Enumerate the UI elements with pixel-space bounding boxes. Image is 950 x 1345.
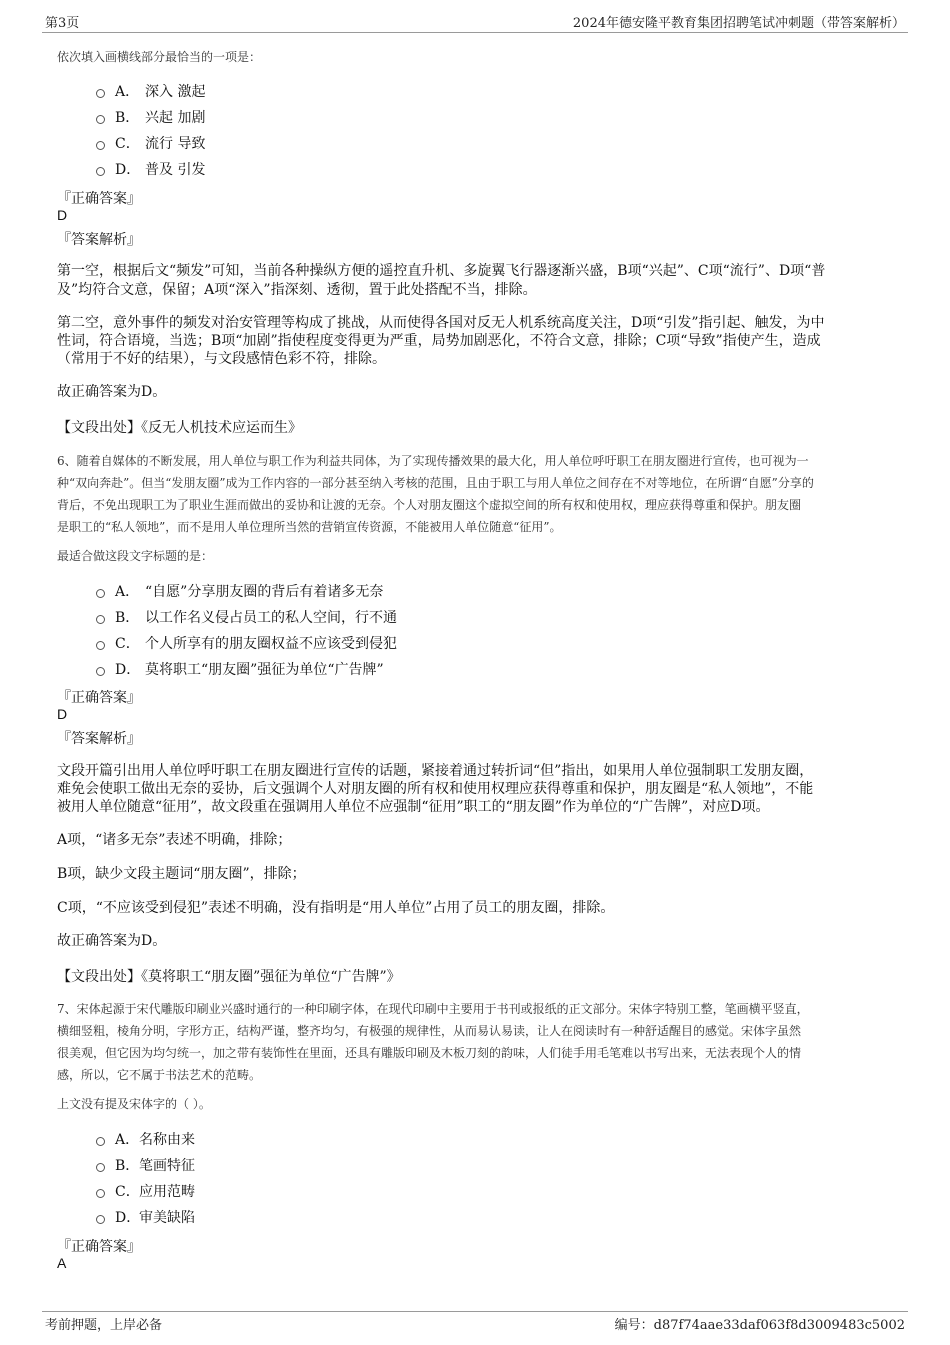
option-text: 审美缺陷 (139, 1210, 195, 1226)
option-text: 兴起 加剧 (145, 110, 206, 126)
answer-label: 『正确答案』 (57, 1239, 141, 1255)
answer-label: 『正确答案』 (57, 690, 141, 706)
footer-slogan: 考前押题，上岸必备 (45, 1318, 163, 1333)
analysis-conclusion: 故正确答案为D。 (57, 384, 167, 400)
question-text: 6、随着自媒体的不断发展，用人单位与职工作为利益共同体，为了实现传播效果的最大化，用人单位呼吁职工在朋友圈进行宣传，也可视为一 (57, 454, 809, 468)
analysis-line: 及”均符合文意，保留；A项“深入”指深刻、透彻，置于此处搭配不当，排除。 (57, 282, 537, 298)
source-citation: 【文段出处】《反无人机技术应运而生》 (57, 420, 302, 436)
analysis-line: 性词，符合语境，当选；B项“加剧”指使程度变得更为严重，局势加剧恶化，不符合文意，排除；C项“导致”指使产生，造成 (57, 333, 821, 349)
radio-icon[interactable] (96, 167, 105, 176)
option-letter: D． (115, 662, 141, 678)
option-letter: B． (115, 110, 140, 126)
footer-divider (42, 1311, 908, 1312)
option-letter: D． (115, 162, 141, 178)
option-text: 应用范畴 (139, 1184, 195, 1200)
option-b[interactable] (96, 607, 397, 627)
question-prompt: 最适合做这段文字标题的是： (57, 549, 214, 563)
question-prompt: 上文没有提及宋体字的（ ）。 (57, 1097, 211, 1111)
question-text: 很美观，但它因为均匀统一，加之带有装饰性在里面，还具有雕版印刷及木板刀刻的韵味，人们徒手用毛笔难以书写出来，无法表现个人的情 (57, 1046, 802, 1060)
document-id: 编号：d87f74aae33daf063f8d3009483c5002 (614, 1318, 905, 1333)
radio-icon[interactable] (96, 1163, 105, 1172)
question-text: 背后，不免出现职工为了职业生涯而做出的妥协和让渡的无奈。个人对朋友圈这个虚拟空间的所有权和使用权，理应获得尊重和保护。朋友圈 (57, 498, 802, 512)
radio-icon[interactable] (96, 641, 105, 650)
analysis-line: 第一空，根据后文“频发”可知，当前各种操纵方便的遥控直升机、多旋翼飞行器逐渐兴盛，B项“兴起”、C项“流行”、D项“普 (57, 263, 826, 279)
question-text: 是职工的“私人领地”，而不是用人单位理所当然的营销宣传资源，不能被用人单位随意“征用”。 (57, 520, 562, 534)
radio-icon[interactable] (96, 1215, 105, 1224)
radio-icon[interactable] (96, 141, 105, 150)
option-letter: D． (115, 1210, 141, 1226)
analysis-line: 难免会使职工做出无奈的妥协，后文强调个人对朋友圈的所有权和使用权理应获得尊重和保护，朋友圈是“私人领地”，不能 (57, 781, 814, 797)
source-citation: 【文段出处】《莫将职工“朋友圈”强征为单位“广告牌”》 (57, 969, 401, 985)
option-a[interactable] (96, 1129, 195, 1149)
radio-icon[interactable] (96, 667, 105, 676)
option-c[interactable] (96, 1181, 195, 1201)
page-number: 第3页 (45, 16, 80, 31)
radio-icon[interactable] (96, 1189, 105, 1198)
option-d[interactable] (96, 659, 384, 679)
analysis-line: 文段开篇引出用人单位呼吁职工在朋友圈进行宣传的话题，紧接着通过转折词“但”指出，如果用人单位强制职工发朋友圈， (57, 763, 814, 779)
radio-icon[interactable] (96, 589, 105, 598)
header-divider (42, 32, 908, 33)
option-c[interactable] (96, 633, 397, 653)
option-letter: C． (115, 636, 140, 652)
document-title: 2024年德安隆平教育集团招聘笔试冲刺题（带答案解析） (572, 16, 905, 31)
option-b[interactable] (96, 107, 205, 127)
radio-icon[interactable] (96, 115, 105, 124)
radio-icon[interactable] (96, 1137, 105, 1146)
option-letter: C． (115, 136, 140, 152)
option-text: 名称由来 (139, 1132, 195, 1148)
analysis-line: 第二空，意外事件的频发对治安管理等构成了挑战，从而使得各国对反无人机系统高度关注，D项“引发”指引起、触发，为中 (57, 315, 825, 331)
answer-value: D (57, 706, 68, 722)
analysis-line: A项，“诸多无奈”表述不明确，排除； (57, 832, 292, 848)
option-d[interactable] (96, 1207, 195, 1227)
answer-value: A (57, 1255, 67, 1271)
analysis-line: 被用人单位随意“征用”，故文段重在强调用人单位不应强制“征用”职工的“朋友圈”作为单位的“广告牌”，对应D项。 (57, 799, 770, 815)
analysis-line: C项，“不应该受到侵犯”表述不明确，没有指明是“用人单位”占用了员工的朋友圈，排除。 (57, 900, 615, 916)
option-text: 莫将职工“朋友圈”强征为单位“广告牌” (145, 662, 384, 678)
question-prompt: 依次填入画横线部分最恰当的一项是： (57, 50, 262, 64)
question-text: 种“双向奔赴”。但当“发朋友圈”成为工作内容的一部分甚至纳入考核的范围，且由于职工与用人单位之间存在不对等地位，在所谓“自愿”分享的 (57, 476, 814, 490)
answer-label: 『正确答案』 (57, 191, 141, 207)
analysis-conclusion: 故正确答案为D。 (57, 933, 167, 949)
answer-value: D (57, 207, 68, 223)
question-text: 横细竖粗，棱角分明，字形方正，结构严谨，整齐均匀，有极强的规律性，从而易认易读，让人在阅读时有一种舒适醒目的感觉。宋体字虽然 (57, 1024, 802, 1038)
option-letter: A． (115, 584, 140, 600)
option-letter: A． (115, 84, 140, 100)
option-letter: B． (115, 1158, 140, 1174)
option-d[interactable] (96, 159, 205, 179)
option-text: 普及 引发 (145, 162, 206, 178)
option-text: 笔画特征 (139, 1158, 195, 1174)
question-text: 7、宋体起源于宋代雕版印刷业兴盛时通行的一种印刷字体，在现代印刷中主要用于书刊或报纸的正文部分。宋体字特别工整，笔画横平竖直， (57, 1002, 809, 1016)
option-letter: B． (115, 610, 140, 626)
analysis-label: 『答案解析』 (57, 232, 141, 248)
option-a[interactable] (96, 581, 383, 601)
option-text: “自愿”分享朋友圈的背后有着诸多无奈 (145, 584, 384, 600)
question-text: 感，所以，它不属于书法艺术的范畴。 (57, 1068, 262, 1082)
option-a[interactable] (96, 81, 205, 101)
option-c[interactable] (96, 133, 205, 153)
option-text: 流行 导致 (145, 136, 206, 152)
radio-icon[interactable] (96, 615, 105, 624)
option-text: 以工作名义侵占员工的私人空间，行不通 (145, 610, 397, 626)
analysis-line: （常用于不好的结果），与文段感情色彩不符，排除。 (57, 351, 386, 367)
analysis-line: B项，缺少文段主题词“朋友圈”，排除； (57, 866, 306, 882)
option-b[interactable] (96, 1155, 195, 1175)
option-letter: C． (115, 1184, 140, 1200)
option-text: 个人所享有的朋友圈权益不应该受到侵犯 (145, 636, 397, 652)
analysis-label: 『答案解析』 (57, 731, 141, 747)
option-letter: A． (115, 1132, 140, 1148)
radio-icon[interactable] (96, 89, 105, 98)
option-text: 深入 激起 (145, 84, 206, 100)
